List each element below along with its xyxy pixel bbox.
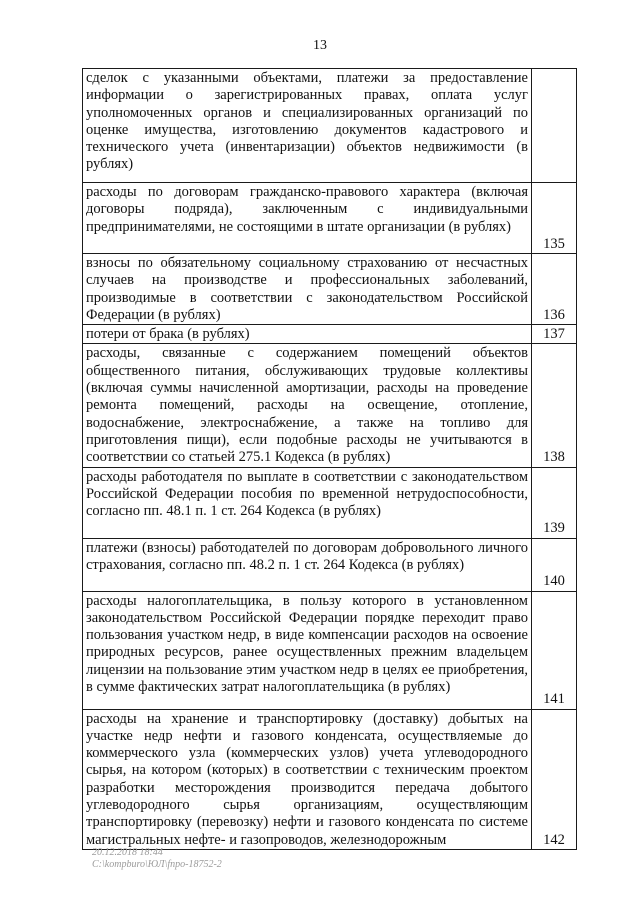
expense-codes-table [82,68,577,850]
row-code: 138 [532,344,577,467]
row-description: сделок с указанными объектами, платежи за предоставление информации о зарегистрированных правах, оплата услуг уполномоченных органов и специализированных организаций по оценке имущества, изготовлению документов кадастрового и технического учета (инвентаризации) объектов недвижимости (в рублях) [83,69,532,183]
row-code: 139 [532,467,577,538]
table-row [83,467,577,538]
row-code: 135 [532,183,577,254]
table-row [83,538,577,591]
document-footer [92,847,222,871]
table-row [83,325,577,344]
row-code: 137 [532,325,577,344]
row-code: 142 [532,709,577,849]
row-description: расходы налогоплательщика, в пользу которого в установленном законодательством Российской Федерации порядке переходит право пользования участком недр, в виде компенсации расходов на освоение природных ресурсов, ранее осуществленных прежним владельцем лицензии на пользование этим участком недр в целях ее приобретения, в сумме фактических затрат налогоплательщика (в рублях) [83,591,532,709]
row-description: расходы, связанные с содержанием помещений объектов общественного питания, обслуживающих трудовые коллективы (включая суммы начисленной амортизации, расходы на проведение ремонта помещений, расходы на освещение, отопление, водоснабжение, электроснабжение, а также на топливо для приготовления пищи), если подобные расходы не учитываются в соответствии со статьей 275.1 Кодекса (в рублях) [83,344,532,467]
row-code: 136 [532,254,577,325]
table-row [83,709,577,849]
table-row [83,591,577,709]
row-code: 141 [532,591,577,709]
table-row [83,344,577,467]
page-number: 13 [313,38,327,53]
row-code: 140 [532,538,577,591]
row-description: платежи (взносы) работодателей по договорам добровольного личного страхования, согласно пп. 48.2 п. 1 ст. 264 Кодекса (в рублях) [83,538,532,591]
row-description: взносы по обязательному социальному страхованию от несчастных случаев на производстве и профессиональных заболеваний, производимые в соответствии с законодательством Российской Федерации (в рублях) [83,254,532,325]
row-code [532,69,577,183]
table-row [83,69,577,183]
footer-timestamp: 20.12.2018 18:44 [92,847,163,858]
table-row [83,254,577,325]
row-description: расходы по договорам гражданско-правового характера (включая договоры подряда), заключенным с индивидуальными предпринимателями, не состоящими в штате организации (в рублях) [83,183,532,254]
table-row [83,183,577,254]
footer-file-path: C:\kompburo\ЮЛ\fnpo-18752-2 [92,859,222,870]
row-description: потери от брака (в рублях) [83,325,532,344]
row-description: расходы на хранение и транспортировку (доставку) добытых на участке недр нефти и газового конденсата, осуществляемые до коммерческого узла (коммерческих узлов) учета углеводородного сырья, на котором (которых) в соответствии с техническим проектом разработки месторождения производится передача добытого углеводородного сырья организациям, осуществляющим транспортировку (перевозку) нефти и газового конденсата по системе магистральных нефте- и газопроводов, железнодорожным [83,709,532,849]
row-description: расходы работодателя по выплате в соответствии с законодательством Российской Федерации пособия по временной нетрудоспособности, согласно пп. 48.1 п. 1 ст. 264 Кодекса (в рублях) [83,467,532,538]
